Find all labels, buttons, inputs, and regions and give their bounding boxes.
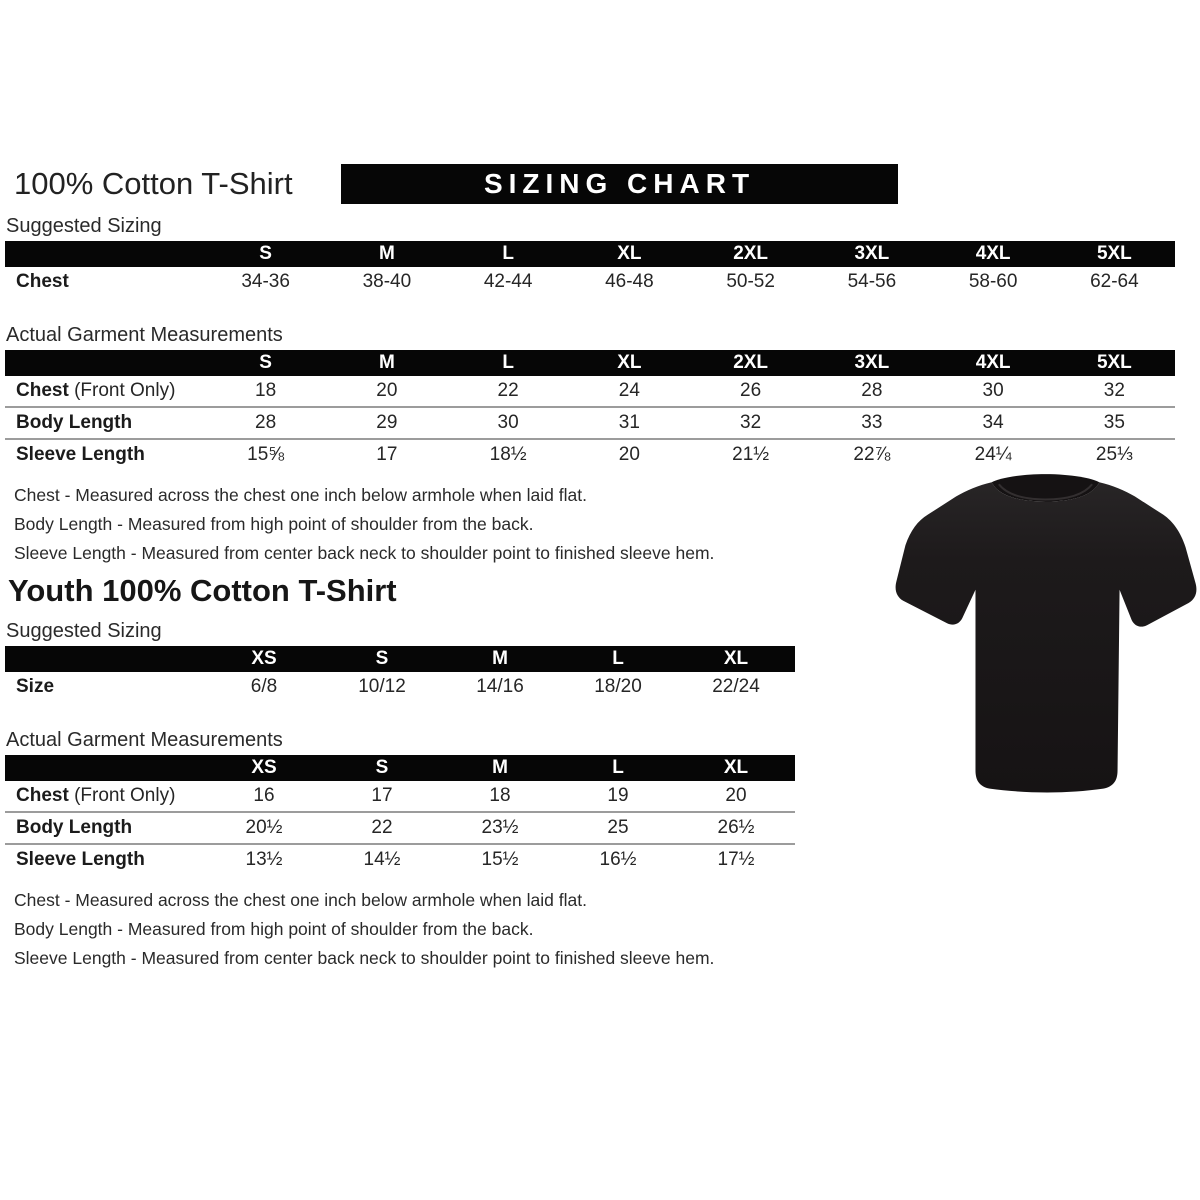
measurement-cell: 17½ — [717, 849, 755, 870]
row-label: Sleeve Length — [16, 444, 145, 465]
measurement-cell: 32 — [1103, 380, 1125, 401]
size-column-header: L — [559, 646, 677, 672]
measurement-cell: 24¼ — [974, 444, 1012, 465]
measurement-cell: 28 — [255, 412, 277, 433]
measurement-cell: 16 — [253, 785, 275, 806]
note-chest: Chest - Measured across the chest one inch below armhole when laid flat. — [14, 485, 587, 505]
measurement-cell: 29 — [376, 412, 398, 433]
measurement-cell: 18/20 — [594, 676, 642, 697]
size-column-header: XL — [677, 646, 795, 672]
note-body-length: Body Length - Measured from high point of shoulder from the back. — [14, 919, 534, 939]
measurement-cell: 25⅓ — [1095, 444, 1133, 465]
size-column-header: L — [448, 241, 569, 267]
table-row — [5, 267, 1175, 297]
measurement-cell: 35 — [1103, 412, 1125, 433]
measurement-cell: 31 — [618, 412, 640, 433]
measurement-cell: 19 — [607, 785, 629, 806]
table-row — [5, 376, 1175, 407]
measurement-cell: 33 — [861, 412, 883, 433]
youth-actual-measurements-table — [5, 755, 795, 875]
measurement-cell: 22 — [497, 380, 519, 401]
measurement-cell: 18½ — [489, 444, 527, 465]
size-column-header: XS — [205, 755, 323, 781]
table-row — [5, 812, 795, 844]
measurement-cell: 17 — [376, 444, 398, 465]
measurement-cell: 34 — [982, 412, 1004, 433]
size-column-header: M — [326, 241, 447, 267]
measurement-cell: 17 — [371, 785, 393, 806]
size-header-row — [5, 646, 795, 672]
measurement-cell: 15⅝ — [247, 444, 285, 465]
adult-suggested-sizing-label: Suggested Sizing — [6, 215, 162, 237]
measurement-cell: 18 — [255, 380, 277, 401]
adult-actual-measurements-label: Actual Garment Measurements — [6, 324, 283, 346]
measurement-cell: 30 — [497, 412, 519, 433]
note-body-length: Body Length - Measured from high point of shoulder from the back. — [14, 514, 534, 534]
row-label: Chest — [16, 271, 69, 292]
corner-cell — [5, 646, 205, 672]
corner-cell — [5, 755, 205, 781]
measurement-cell: 30 — [982, 380, 1004, 401]
youth-section-title: Youth 100% Cotton T-Shirt — [8, 573, 397, 608]
measurement-cell: 50-52 — [726, 271, 775, 292]
table-row — [5, 407, 1175, 439]
size-column-header: 3XL — [811, 241, 932, 267]
size-column-header: 4XL — [933, 241, 1054, 267]
row-label: Chest (Front Only) — [16, 380, 176, 401]
measurement-cell: 22⅞ — [853, 444, 891, 465]
measurement-cell: 20 — [618, 444, 640, 465]
size-column-header: XL — [569, 241, 690, 267]
note-sleeve-length: Sleeve Length - Measured from center back neck to shoulder point to finished sleeve hem. — [14, 948, 715, 968]
youth-suggested-sizing-table — [5, 646, 795, 702]
row-label: Sleeve Length — [16, 849, 145, 870]
size-column-header: M — [441, 646, 559, 672]
measurement-cell: 18 — [489, 785, 511, 806]
measurement-cell: 25 — [607, 817, 629, 838]
size-header-row — [5, 350, 1175, 376]
sizing-chart-banner: SIZING CHART — [341, 164, 898, 204]
adult-actual-measurements-table — [5, 350, 1175, 470]
table-row — [5, 781, 795, 812]
measurement-cell: 20 — [725, 785, 747, 806]
size-column-header: 2XL — [690, 350, 811, 376]
row-label: Body Length — [16, 817, 133, 838]
row-label: Body Length — [16, 412, 133, 433]
size-column-header: L — [448, 350, 569, 376]
size-column-header: 4XL — [933, 350, 1054, 376]
size-column-header: 2XL — [690, 241, 811, 267]
measurement-cell: 20½ — [245, 817, 283, 838]
size-column-header: S — [323, 646, 441, 672]
note-sleeve-length: Sleeve Length - Measured from center back neck to shoulder point to finished sleeve hem. — [14, 543, 715, 563]
tshirt-body — [896, 482, 1197, 792]
measurement-cell: 54-56 — [847, 271, 897, 292]
size-column-header: XL — [569, 350, 690, 376]
size-column-header: 5XL — [1054, 241, 1175, 267]
measurement-cell: 14½ — [363, 849, 401, 870]
measurement-cell: 46-48 — [605, 271, 654, 292]
size-column-header: 3XL — [811, 350, 932, 376]
size-column-header: S — [205, 350, 326, 376]
measurement-cell: 58-60 — [968, 271, 1018, 292]
measurement-cell: 23½ — [481, 817, 519, 838]
youth-suggested-sizing-label: Suggested Sizing — [6, 620, 162, 642]
measurement-cell: 38-40 — [362, 271, 412, 292]
measurement-cell: 22 — [371, 817, 393, 838]
measurement-cell: 42-44 — [483, 271, 533, 292]
size-column-header: S — [323, 755, 441, 781]
measurement-cell: 32 — [740, 412, 762, 433]
size-column-header: M — [441, 755, 559, 781]
measurement-cell: 13½ — [245, 849, 283, 870]
measurement-cell: 26½ — [717, 817, 755, 838]
adult-section-title: 100% Cotton T-Shirt — [14, 166, 293, 201]
size-column-header: S — [205, 241, 326, 267]
corner-cell — [5, 350, 205, 376]
row-label: Size — [16, 676, 55, 697]
size-column-header: XL — [677, 755, 795, 781]
measurement-cell: 15½ — [481, 849, 519, 870]
adult-suggested-sizing-table — [5, 241, 1175, 297]
measurement-cell: 20 — [376, 380, 398, 401]
header-row — [5, 164, 1175, 204]
table-row — [5, 672, 795, 702]
size-column-header: XS — [205, 646, 323, 672]
size-column-header: L — [559, 755, 677, 781]
measurement-cell: 21½ — [732, 444, 770, 465]
measurement-cell: 34-36 — [241, 271, 290, 292]
youth-actual-measurements-label: Actual Garment Measurements — [6, 729, 283, 751]
measurement-cell: 6/8 — [250, 676, 278, 697]
note-chest: Chest - Measured across the chest one inch below armhole when laid flat. — [14, 890, 587, 910]
measurement-cell: 62-64 — [1090, 271, 1139, 292]
row-label: Chest (Front Only) — [16, 785, 176, 806]
size-column-header: M — [326, 350, 447, 376]
measurement-cell: 16½ — [599, 849, 637, 870]
measurement-cell: 24 — [618, 380, 640, 401]
youth-measurement-notes — [14, 891, 1175, 967]
corner-cell — [5, 241, 205, 267]
size-column-header: 5XL — [1054, 350, 1175, 376]
measurement-cell: 26 — [740, 380, 762, 401]
tshirt-illustration — [893, 468, 1198, 813]
table-row — [5, 439, 1175, 470]
measurement-cell: 28 — [861, 380, 883, 401]
measurement-cell: 22/24 — [712, 676, 760, 697]
tshirt-product-image — [893, 468, 1198, 813]
size-header-row — [5, 755, 795, 781]
table-row — [5, 844, 795, 875]
measurement-cell: 10/12 — [358, 676, 406, 697]
size-header-row — [5, 241, 1175, 267]
measurement-cell: 14/16 — [476, 676, 524, 697]
